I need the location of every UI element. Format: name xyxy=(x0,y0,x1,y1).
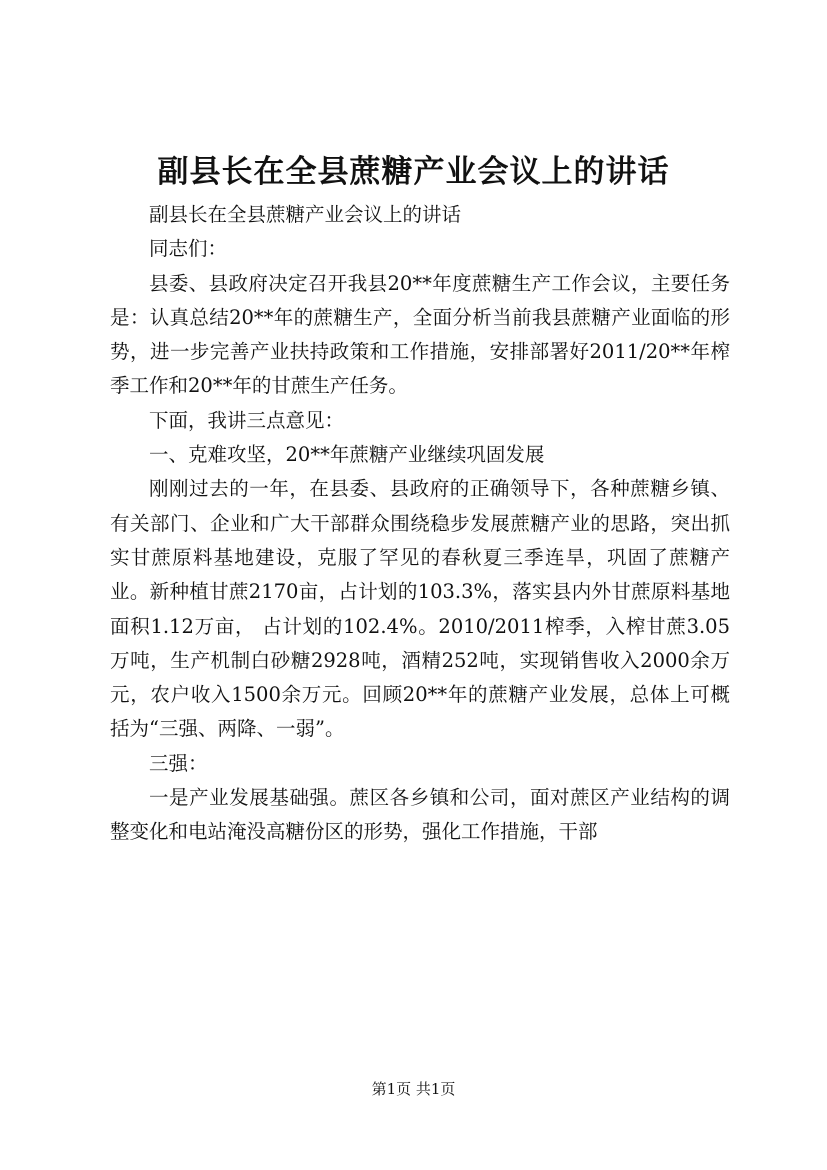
paragraph-salutation: 同志们： xyxy=(149,237,228,261)
paragraph-three-strengths: 三强： xyxy=(149,751,208,775)
document-title: 副县长在全县蔗糖产业会议上的讲话 xyxy=(157,154,670,190)
paragraph-review: 刚刚过去的一年，在县委、县政府的正确领导下，各种蔗糖乡镇、有关部门、企业和广大干部群众围绕稳步发展蔗糖产业的思路，突出抓实甘蔗原料基地建设，克服了罕见的春秋夏三季连旱，巩固了蔗糖产业。新种植甘蔗2170亩，占计划的103.3%，落实县内外甘蔗原料基地面积1.12万亩， 占计划的102.4%。2010/2011榨季，入榨甘蔗3.05万吨，生产机制白砂糖2928吨，酒精252吨，实现销售收入2000余万元，农户收入1500余万元。回顾20**年的蔗糖产业发展，总体上可概括为“三强、两降、一弱”。 xyxy=(110,477,730,741)
paragraph-strength-1: 一是产业发展基础强。蔗区各乡镇和公司，面对蔗区产业结构的调整变化和电站淹没高糖份区的形势，强化工作措施，干部 xyxy=(110,786,730,844)
page-footer: 第1页 共1页 xyxy=(371,1080,456,1098)
paragraph-subtitle: 副县长在全县蔗糖产业会议上的讲话 xyxy=(149,203,462,226)
section-heading-1: 一、克难攻坚，20**年蔗糖产业继续巩固发展 xyxy=(149,443,545,467)
document-body xyxy=(110,198,730,850)
paragraph-intro: 县委、县政府决定召开我县20**年度蔗糖生产工作会议，主要任务是：认真总结20**年的蔗糖生产，全面分析当前我县蔗糖产业面临的形势，进一步完善产业扶持政策和工作措施，安排部署好2011/20**年榨季工作和20**年的甘蔗生产任务。 xyxy=(110,271,730,398)
paragraph-opinions: 下面，我讲三点意见： xyxy=(149,408,345,432)
